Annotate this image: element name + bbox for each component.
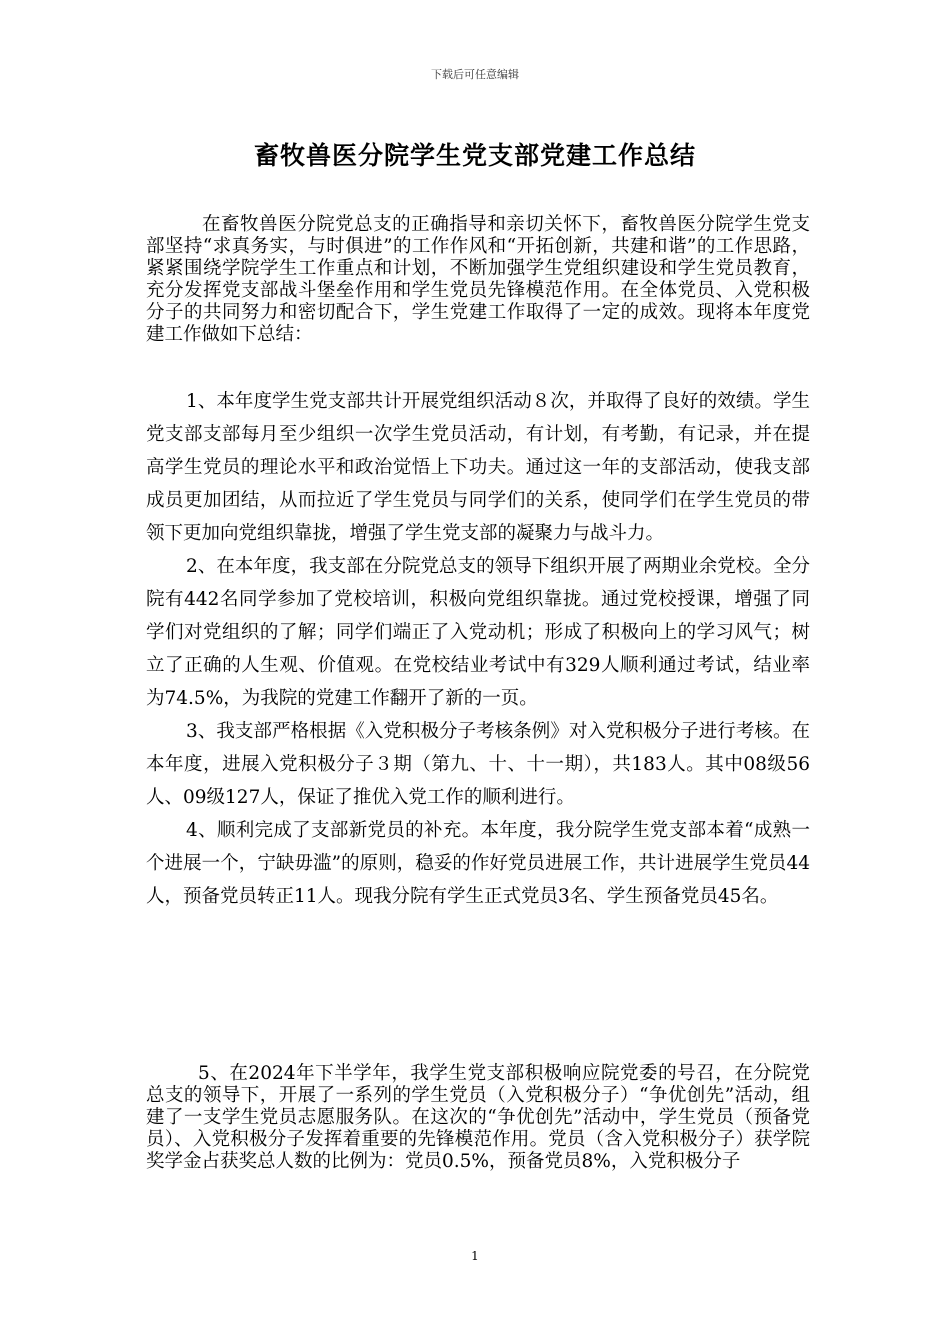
section-paragraph-2: 2、在本年度，我支部在分院党总支的领导下组织开展了两期业余党校。全分院有442名同学参加了党校培训，积极向党组织靠拢。通过党校授课，增强了同学们对党组织的了解；同学们端正了入党动机；形成了积极向上的学习风气；树立了正确的人生观、价值观。在党校结业考试中有329人顺利通过考试，结业率为74.5%，为我院的党建工作翻开了新的一页。 xyxy=(146,556,810,709)
section-paragraph-4: 4、顺利完成了支部新党员的补充。本年度，我分院学生党支部本着“成熟一个进展一个，宁缺毋滥”的原则，稳妥的作好党员进展工作，共计进展学生党员44人，预备党员转正11人。现我分院有学生正式党员3名、学生预备党员45名。 xyxy=(146,820,810,907)
section-paragraph-3: 3、我支部严格根据《入党积极分子考核条例》对入党积极分子进行考核。在本年度，进展入党积极分子３期（第九、十、十一期），共183人。其中08级56人、09级127人，保证了推优入党工作的顺利进行。 xyxy=(146,721,810,808)
section-paragraph-5: 5、在2024年下半学年，我学生党支部积极响应院党委的号召，在分院党总支的领导下，开展了一系列的学生党员（入党积极分子）“争优创先”活动，组建了一支学生党员志愿服务队。在这次的“争优创先”活动中，学生党员（预备党员）、入党积极分子发挥着重要的先锋模范作用。党员（含入党积极分子）获学院奖学金占获奖总人数的比例为：党员0.5%，预备党员8%，入党积极分子 xyxy=(146,1063,810,1172)
document-title: 畜牧兽医分院学生党支部党建工作总结 xyxy=(253,141,696,170)
page-number: 1 xyxy=(471,1249,479,1263)
section-paragraph-1: 1、本年度学生党支部共计开展党组织活动８次，并取得了良好的效绩。学生党支部支部每月至少组织一次学生党员活动，有计划，有考勤，有记录，并在提高学生党员的理论水平和政治觉悟上下功夫。通过这一年的支部活动，使我支部成员更加团结，从而拉近了学生党员与同学们的关系，使同学们在学生党员的带领下更加向党组织靠拢，增强了学生党支部的凝聚力与战斗力。 xyxy=(146,391,810,544)
header-note: 下载后可任意编辑 xyxy=(431,68,519,81)
sections-block xyxy=(146,385,810,913)
intro-block xyxy=(146,214,810,346)
section-5-block xyxy=(146,1063,810,1173)
intro-paragraph: 在畜牧兽医分院党总支的正确指导和亲切关怀下，畜牧兽医分院学生党支部坚持“求真务实，与时俱进”的工作作风和“开拓创新，共建和谐”的工作思路，紧紧围绕学院学生工作重点和计划，不断加强学生党组织建设和学生党员教育，充分发挥党支部战斗堡垒作用和学生党员先锋模范作用。在全体党员、入党积极分子的共同努力和密切配合下，学生党建工作取得了一定的成效。现将本年度党建工作做如下总结： xyxy=(146,214,810,345)
